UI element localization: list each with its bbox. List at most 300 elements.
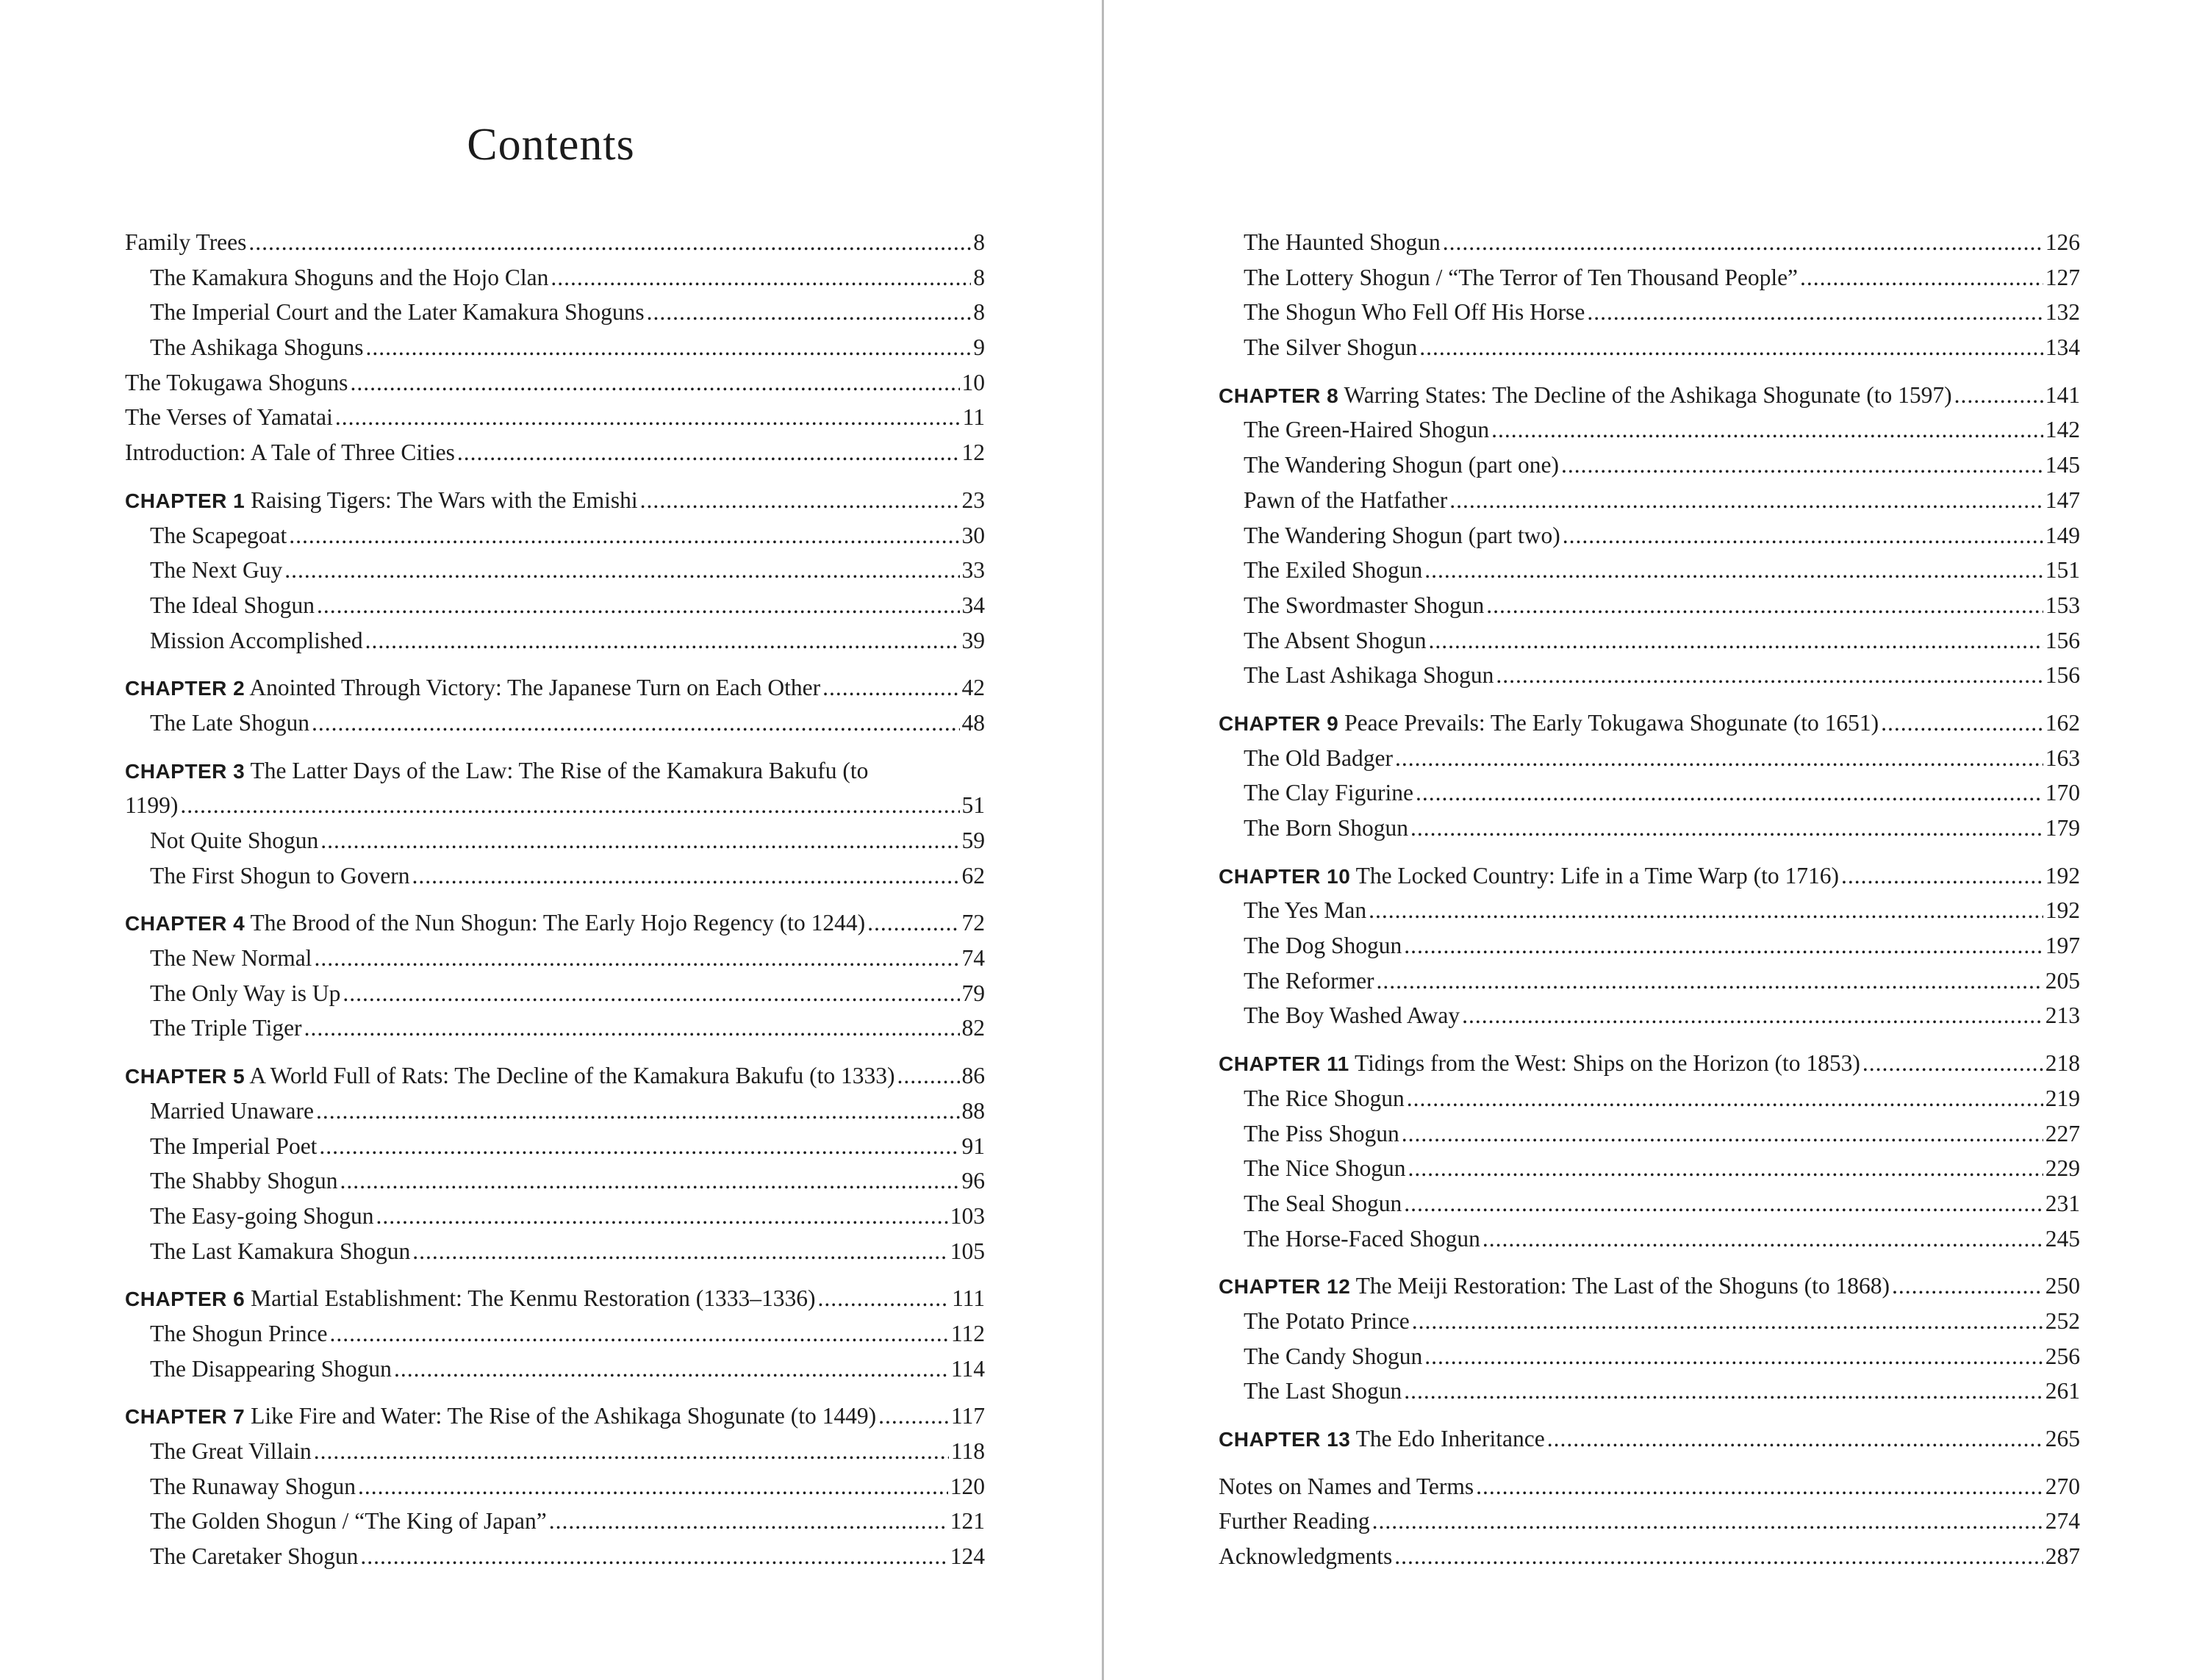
leader-dots (1394, 1539, 2043, 1574)
entry-title: Notes on Names and Terms (1219, 1473, 1474, 1499)
leader-dots (365, 623, 960, 658)
leader-dots (1443, 225, 2043, 260)
leader-dots (329, 1316, 948, 1351)
page-number: 39 (961, 627, 985, 653)
entry-title: The Kamakura Shoguns and the Hojo Clan (150, 264, 549, 290)
toc-entry[interactable] (125, 435, 985, 470)
toc-entry[interactable] (1219, 1539, 2080, 1574)
chapter-number: CHAPTER 9 (1219, 711, 1339, 735)
toc-group (1219, 858, 2080, 1033)
toc-subentry[interactable] (1219, 518, 2080, 553)
page-number: 72 (961, 910, 985, 936)
toc-subentry[interactable] (125, 330, 985, 365)
chapter-entry[interactable] (125, 483, 985, 518)
leader-dots (376, 1199, 947, 1234)
leader-dots (1416, 775, 2043, 811)
page-number: 120 (950, 1473, 985, 1499)
chapter-number: CHAPTER 5 (125, 1065, 245, 1088)
page-number: 79 (961, 980, 985, 1006)
chapter-heading (1219, 1268, 1890, 1304)
leader-dots (1395, 741, 2043, 776)
page-number: 118 (950, 1438, 985, 1464)
toc-subentry[interactable] (1219, 658, 2080, 693)
chapter-entry[interactable] (1219, 1421, 2080, 1457)
entry-title: The Exiled Shogun (1244, 557, 1423, 584)
leader-dots (1841, 858, 2043, 894)
leader-dots (312, 706, 960, 741)
toc-subentry[interactable] (1219, 1151, 2080, 1186)
entry-title: The Great Villain (150, 1438, 312, 1464)
leader-dots (358, 1469, 948, 1504)
page-number: 117 (950, 1403, 985, 1429)
entry-title: The Old Badger (1244, 744, 1393, 771)
leader-dots (1491, 412, 2043, 448)
leader-dots (1404, 1374, 2043, 1409)
page-number: 105 (950, 1238, 985, 1264)
chapter-title: Martial Establishment: The Kenmu Restoration (1333–1336) (251, 1285, 816, 1312)
toc-group (1219, 706, 2080, 846)
page-number: 91 (961, 1132, 985, 1159)
leader-dots (412, 858, 959, 894)
toc-subentry[interactable] (1219, 483, 2080, 518)
leader-dots (1408, 1151, 2043, 1186)
toc-subentry[interactable] (1219, 553, 2080, 588)
page-number: 12 (961, 439, 985, 466)
leader-dots (412, 1234, 947, 1269)
leader-dots (343, 976, 959, 1011)
leader-dots (289, 518, 959, 553)
entry-title: The Piss Shogun (1244, 1120, 1399, 1146)
leader-dots (1482, 1221, 2043, 1257)
toc-subentry[interactable] (125, 588, 985, 623)
leader-dots (350, 365, 959, 401)
toc-subentry[interactable] (1219, 1116, 2080, 1152)
entry-title: The Wandering Shogun (part two) (1244, 522, 1560, 548)
toc-subentry[interactable] (125, 260, 985, 295)
toc-entry[interactable] (1219, 1504, 2080, 1539)
toc-subentry[interactable] (125, 858, 985, 894)
entry-title: The Last Shogun (1244, 1378, 1402, 1404)
chapter-entry[interactable] (1219, 1046, 2080, 1081)
leader-dots (1449, 483, 2043, 518)
page-number: 149 (2045, 522, 2080, 548)
chapter-entry[interactable] (125, 1058, 985, 1094)
entry-title: The Scapegoat (150, 522, 287, 548)
toc-subentry[interactable] (125, 941, 985, 976)
chapter-title: Raising Tigers: The Wars with the Emishi (251, 487, 638, 513)
page-number: 121 (950, 1508, 985, 1534)
toc-subentry[interactable] (125, 295, 985, 330)
page-number: 256 (2045, 1343, 2080, 1369)
chapter-heading (1219, 858, 1839, 894)
toc-group (125, 1399, 985, 1573)
right-page (1104, 0, 2205, 1680)
entry-title: The Next Guy (150, 557, 283, 584)
leader-dots (1496, 658, 2043, 693)
leader-dots (360, 1539, 947, 1574)
chapter-heading (125, 905, 865, 941)
toc-subentry[interactable] (125, 1199, 985, 1234)
leader-dots (1800, 260, 2043, 295)
entry-title: The Imperial Poet (150, 1132, 318, 1159)
page-number: 231 (2045, 1190, 2080, 1216)
entry-title: Family Trees (125, 229, 247, 255)
toc-group (125, 225, 985, 470)
chapter-title: Like Fire and Water: The Rise of the Ashikaga Shogunate (to 1449) (251, 1403, 877, 1429)
page-number: 265 (2045, 1426, 2080, 1451)
page-number: 205 (2045, 967, 2080, 994)
toc-subentry[interactable] (125, 553, 985, 588)
chapter-title: Warring States: The Decline of the Ashikaga Shogunate (to 1597) (1344, 381, 1952, 408)
page-number: 156 (2045, 627, 2080, 653)
chapter-heading (125, 753, 868, 789)
toc-group (125, 670, 985, 740)
entry-title: The Shogun Prince (150, 1320, 328, 1346)
leader-dots (551, 260, 971, 295)
page-number: 8 (973, 264, 985, 290)
leader-dots (1547, 1421, 2043, 1457)
leader-dots (1881, 706, 2043, 741)
entry-title: The Rice Shogun (1244, 1085, 1405, 1111)
leader-dots (319, 1129, 959, 1164)
toc-subentry[interactable] (1219, 1339, 2080, 1374)
leader-dots (1369, 893, 2043, 928)
toc-subentry[interactable] (125, 1351, 985, 1387)
leader-dots (1563, 518, 2043, 553)
toc-subentry[interactable] (1219, 225, 2080, 260)
entry-title: The Candy Shogun (1244, 1343, 1423, 1369)
entry-title: The Swordmaster Shogun (1244, 592, 1485, 618)
leader-dots (180, 788, 959, 823)
leader-dots (1407, 1081, 2043, 1116)
leader-dots (284, 553, 959, 588)
entry-title: The Green-Haired Shogun (1244, 417, 1490, 443)
leader-dots (1410, 811, 2043, 846)
toc-subentry[interactable] (125, 1504, 985, 1539)
toc-group (1219, 1469, 2080, 1574)
toc-group (125, 1281, 985, 1386)
page-number: 62 (961, 862, 985, 889)
chapter-number: CHAPTER 12 (1219, 1275, 1351, 1299)
page-number: 8 (973, 229, 985, 255)
leader-dots (314, 941, 959, 976)
toc-group (125, 483, 985, 658)
page-number: 270 (2045, 1473, 2080, 1499)
entry-title: The Lottery Shogun / “The Terror of Ten Thousand People” (1244, 264, 1799, 290)
leader-dots (1429, 623, 2043, 658)
chapter-entry[interactable] (1219, 1268, 2080, 1304)
toc-subentry[interactable] (125, 1234, 985, 1269)
page-number: 23 (961, 487, 985, 513)
toc-subentry[interactable] (125, 1094, 985, 1129)
chapter-heading (1219, 1046, 1860, 1082)
chapter-title-continued: 1199) (125, 792, 179, 819)
page-number: 213 (2045, 1002, 2080, 1029)
page-number: 96 (961, 1168, 985, 1194)
leader-dots (549, 1504, 948, 1539)
leader-dots (1476, 1469, 2043, 1504)
toc-subentry[interactable] (1219, 260, 2080, 295)
entry-title: The Potato Prince (1244, 1307, 1410, 1334)
page-number: 88 (961, 1097, 985, 1124)
leader-dots (1404, 1186, 2043, 1221)
leader-dots (897, 1058, 959, 1094)
chapter-entry[interactable] (125, 905, 985, 941)
page-number: 227 (2045, 1120, 2080, 1146)
page-number: 250 (2045, 1273, 2080, 1299)
leader-dots (1419, 330, 2043, 365)
entry-title: The Boy Washed Away (1244, 1002, 1460, 1029)
chapter-number: CHAPTER 13 (1219, 1428, 1351, 1451)
leader-dots (1954, 378, 2043, 413)
leader-dots (1402, 1116, 2043, 1152)
entry-title: The First Shogun to Govern (150, 862, 410, 889)
entry-title: The Nice Shogun (1244, 1155, 1406, 1182)
chapter-entry[interactable] (125, 753, 985, 789)
toc-subentry[interactable] (125, 1434, 985, 1469)
page-number: 111 (952, 1285, 985, 1312)
entry-title: Introduction: A Tale of Three Cities (125, 439, 455, 466)
page-number: 11 (962, 404, 985, 431)
entry-title: The Clay Figurine (1244, 780, 1413, 806)
leader-dots (1412, 1304, 2043, 1339)
entry-title: Mission Accomplished (150, 627, 363, 653)
leader-dots (335, 400, 961, 435)
leader-dots (1377, 963, 2043, 999)
entry-title: The Only Way is Up (150, 980, 341, 1006)
chapter-entry[interactable] (125, 1399, 985, 1434)
page-number: 229 (2045, 1155, 2080, 1182)
chapter-heading (125, 1058, 894, 1094)
leader-dots (1561, 448, 2043, 483)
chapter-entry-continued[interactable] (125, 788, 985, 823)
chapter-heading (125, 1281, 816, 1317)
leader-dots (316, 1094, 959, 1129)
entry-title: The Haunted Shogun (1244, 229, 1441, 255)
page-number: 197 (2045, 933, 2080, 959)
entry-title: The Born Shogun (1244, 815, 1408, 841)
entry-title: The Wandering Shogun (part one) (1244, 452, 1560, 478)
chapter-number: CHAPTER 7 (125, 1405, 245, 1429)
entry-title: The Golden Shogun / “The King of Japan” (150, 1508, 547, 1534)
toc-entry[interactable] (125, 400, 985, 435)
toc-subentry[interactable] (1219, 1304, 2080, 1339)
toc-subentry[interactable] (125, 823, 985, 858)
chapter-number: CHAPTER 10 (1219, 864, 1351, 888)
leader-dots (457, 435, 960, 470)
toc-subentry[interactable] (1219, 811, 2080, 846)
page-number: 10 (961, 369, 985, 395)
chapter-heading (125, 1399, 876, 1435)
toc-right-column (1219, 225, 2080, 1587)
toc-subentry[interactable] (125, 1539, 985, 1574)
leader-dots (878, 1399, 949, 1434)
chapter-number: CHAPTER 11 (1219, 1052, 1349, 1076)
entry-title: Not Quite Shogun (150, 828, 319, 853)
page-number: 82 (961, 1015, 985, 1041)
leader-dots (365, 330, 971, 365)
toc-subentry[interactable] (125, 1316, 985, 1351)
chapter-heading (125, 670, 820, 706)
toc-subentry[interactable] (125, 1010, 985, 1046)
toc-subentry[interactable] (125, 623, 985, 658)
leader-dots (822, 670, 959, 706)
toc-subentry[interactable] (1219, 588, 2080, 623)
entry-title: The Yes Man (1244, 897, 1367, 924)
leader-dots (1587, 295, 2043, 330)
toc-subentry[interactable] (1219, 893, 2080, 928)
chapter-heading (1219, 378, 1952, 414)
chapter-heading (1219, 706, 1879, 742)
left-page (0, 0, 1102, 1680)
chapter-number: CHAPTER 8 (1219, 384, 1339, 407)
toc-subentry[interactable] (1219, 412, 2080, 448)
entry-title: The Dog Shogun (1244, 933, 1402, 959)
toc-entry[interactable] (1219, 1469, 2080, 1504)
leader-dots (1486, 588, 2043, 623)
entry-title: The Absent Shogun (1244, 627, 1427, 653)
page-number: 126 (2045, 229, 2080, 255)
chapter-number: CHAPTER 3 (125, 759, 245, 783)
toc-subentry[interactable] (1219, 1221, 2080, 1257)
toc-subentry[interactable] (125, 1469, 985, 1504)
chapter-heading (125, 483, 638, 519)
toc-group (125, 905, 985, 1046)
entry-title: The Disappearing Shogun (150, 1355, 392, 1382)
page-number: 59 (961, 828, 985, 853)
entry-title: The Imperial Court and the Later Kamakura Shoguns (150, 299, 645, 326)
page-number: 74 (961, 945, 985, 972)
chapter-entry[interactable] (1219, 378, 2080, 413)
page-number: 156 (2045, 662, 2080, 689)
leader-dots (317, 588, 960, 623)
page-number: 134 (2045, 334, 2080, 361)
entry-title: The Ashikaga Shoguns (150, 334, 364, 361)
chapter-entry[interactable] (125, 1281, 985, 1316)
toc-subentry[interactable] (125, 1129, 985, 1164)
chapter-entry[interactable] (125, 670, 985, 706)
toc-subentry[interactable] (125, 1163, 985, 1199)
leader-dots (248, 225, 971, 260)
leader-dots (1404, 928, 2043, 963)
page-number: 30 (961, 522, 985, 548)
toc-subentry[interactable] (1219, 295, 2080, 330)
page-number: 218 (2045, 1050, 2080, 1077)
page-number: 145 (2045, 452, 2080, 478)
toc-subentry[interactable] (125, 976, 985, 1011)
entry-title: The Shabby Shogun (150, 1168, 338, 1194)
page-number: 153 (2045, 592, 2080, 618)
page-number: 192 (2045, 862, 2080, 889)
toc-group (1219, 1421, 2080, 1457)
entry-title: The Horse-Faced Shogun (1244, 1225, 1480, 1252)
page-number: 112 (950, 1320, 985, 1346)
leader-dots (1372, 1504, 2043, 1539)
chapter-number: CHAPTER 6 (125, 1288, 245, 1311)
chapter-title: A World Full of Rats: The Decline of the Kamakura Bakufu (to 1333) (249, 1063, 895, 1089)
page-number: 147 (2045, 487, 2080, 513)
leader-dots (1424, 1339, 2043, 1374)
entry-title: The Caretaker Shogun (150, 1543, 359, 1570)
page-number: 103 (950, 1202, 985, 1229)
entry-title: The Last Kamakura Shogun (150, 1238, 411, 1264)
entry-title: The Tokugawa Shoguns (125, 369, 348, 395)
entry-title: The Late Shogun (150, 709, 309, 736)
toc-subentry[interactable] (125, 706, 985, 741)
entry-title: Acknowledgments (1219, 1543, 1393, 1570)
page-number: 48 (961, 709, 985, 736)
toc-subentry[interactable] (125, 518, 985, 553)
page-number: 34 (961, 592, 985, 618)
page-title: Contents (467, 120, 635, 170)
toc-subentry[interactable] (1219, 1186, 2080, 1221)
page-number: 219 (2045, 1085, 2080, 1111)
page-number: 162 (2045, 709, 2080, 736)
entry-title: The Triple Tiger (150, 1015, 302, 1041)
toc-entry[interactable] (125, 225, 985, 260)
entry-title: The Last Ashikaga Shogun (1244, 662, 1494, 689)
entry-title: The Silver Shogun (1244, 334, 1418, 361)
toc-subentry[interactable] (1219, 1081, 2080, 1116)
chapter-entry[interactable] (1219, 858, 2080, 894)
page-number: 261 (2045, 1378, 2080, 1404)
toc-group (125, 753, 985, 894)
toc-subentry[interactable] (1219, 1374, 2080, 1409)
entry-title: The New Normal (150, 945, 312, 972)
page-number: 245 (2045, 1225, 2080, 1252)
toc-entry[interactable] (125, 365, 985, 401)
chapter-title: The Meiji Restoration: The Last of the Shoguns (to 1868) (1355, 1273, 1890, 1299)
chapter-number: CHAPTER 4 (125, 912, 245, 936)
toc-group (1219, 378, 2080, 693)
leader-dots (340, 1163, 960, 1199)
toc-group (1219, 1268, 2080, 1409)
entry-title: Further Reading (1219, 1508, 1370, 1534)
page-number: 252 (2045, 1307, 2080, 1334)
entry-title: The Easy-going Shogun (150, 1202, 374, 1229)
page-number: 192 (2045, 897, 2080, 924)
toc-subentry[interactable] (1219, 741, 2080, 776)
entry-title: The Shogun Who Fell Off His Horse (1244, 299, 1585, 326)
chapter-number: CHAPTER 2 (125, 677, 245, 700)
page-number: 127 (2045, 264, 2080, 290)
toc-subentry[interactable] (1219, 963, 2080, 999)
chapter-title: The Locked Country: Life in a Time Warp (to 1716) (1355, 862, 1839, 889)
entry-title: Pawn of the Hatfather (1244, 487, 1448, 513)
entry-title: The Runaway Shogun (150, 1473, 356, 1499)
leader-dots (640, 483, 960, 518)
leader-dots (818, 1281, 950, 1316)
page-number: 42 (961, 675, 985, 701)
leader-dots (1892, 1268, 2043, 1304)
toc-subentry[interactable] (1219, 998, 2080, 1033)
toc-subentry[interactable] (1219, 448, 2080, 483)
toc-subentry[interactable] (1219, 775, 2080, 811)
chapter-number: CHAPTER 1 (125, 489, 245, 512)
toc-subentry[interactable] (1219, 928, 2080, 963)
entry-title: The Reformer (1244, 967, 1374, 994)
chapter-title: Anointed Through Victory: The Japanese Turn on Each Other (249, 675, 821, 701)
entry-title: The Verses of Yamatai (125, 404, 333, 431)
leader-dots (647, 295, 972, 330)
leader-dots (394, 1351, 949, 1387)
toc-subentry[interactable] (1219, 330, 2080, 365)
page-number: 132 (2045, 299, 2080, 326)
toc-subentry[interactable] (1219, 623, 2080, 658)
chapter-entry[interactable] (1219, 706, 2080, 741)
leader-dots (1424, 553, 2043, 588)
leader-dots (314, 1434, 949, 1469)
